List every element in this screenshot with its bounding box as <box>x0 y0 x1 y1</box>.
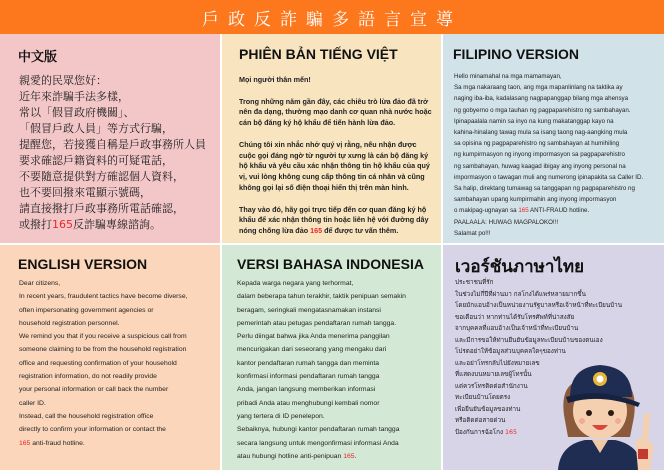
hotline-number: 165 <box>343 452 355 460</box>
text-line: Anda, jangan langsung memberikan informasi <box>237 386 376 394</box>
text-line: office and requesting confirmation of your household <box>19 359 177 367</box>
text-line: someone claiming to be from the household registration <box>19 346 187 354</box>
text-line: Hello minamahal na mga mamamayan, <box>454 73 562 80</box>
text-line <box>19 437 188 450</box>
text-line: จากบุคคลที่แอบอ้างเป็นเจ้าหน้าที่ทะเบียนบ้าน <box>455 325 579 332</box>
text-line: เพื่อยืนยันข้อมูลของท่าน <box>455 405 521 413</box>
text-line: Sa halip, direktang tumawag sa tanggapan ng pagpaparehistro ng <box>454 185 635 193</box>
text-line: pemerintah atau petugas pendaftaran rumah tangga. <box>237 319 397 327</box>
paragraph: Chúng tôi xin nhắc nhở quý vị rằng, nếu nhận được cuộc gọi đáng ngờ từ người tự xưng là cán bộ đăng ký hộ khẩu và yêu cầu xác nhận thông tin hộ khẩu của quý vị, vui lòng không cung cấp thông tin cá nhân và cũng không gọi lại số điện thoại hiển thị trên màn hình. <box>239 139 430 192</box>
text-line: 近年來詐騙手法多樣， <box>19 90 129 103</box>
text-line: Sebaiknya, hubungi kantor pendaftaran rumah tangga <box>237 426 400 434</box>
text-line: ขอเตือนว่า หากท่านได้รับโทรศัพท์ที่น่าสงสัย <box>455 313 575 321</box>
banner-title: 戶政反詐騙多語言宣導 <box>202 9 462 30</box>
text-line: secara langsung untuk mengonfirmasi informasi Anda <box>237 439 399 447</box>
text-line <box>237 450 406 463</box>
panel-title: FILIPINO VERSION <box>453 46 580 62</box>
text-line: mencurigakan dari seseorang yang mengaku dari <box>237 346 387 354</box>
text-line: โดยมักแอบอ้างเป็นหน่วยงานรัฐบาลหรือเจ้าหน้าที่ทะเบียนบ้าน <box>455 302 622 309</box>
text-line <box>19 217 206 233</box>
panel-body <box>237 277 406 463</box>
panel-title: PHIÊN BẢN TIẾNG VIỆT <box>239 46 398 62</box>
greeting: Mọi người thân mến! <box>239 75 311 84</box>
text-line: ในช่วงไม่กี่ปีที่ผ่านมา กลโกงได้แพร่หลายมากขึ้น <box>455 290 586 298</box>
text: 反詐騙專線諮詢。 <box>73 218 161 231</box>
text-line: 要求確認戶籍資料的可疑電話， <box>19 154 173 167</box>
text: atau hubungi hotline anti-penipuan <box>237 452 344 460</box>
text-line: และอย่าโทรกลับไปยังหมายเลข <box>455 359 540 367</box>
text-line: caller ID. <box>19 399 46 407</box>
panel-english <box>0 245 220 470</box>
text-line: Perlu diingat bahwa jika Anda menerima panggilan <box>237 333 390 341</box>
text-line: pribadi Anda atau menghubungi kembali nomor <box>237 399 380 407</box>
panel-body <box>19 277 188 450</box>
text-line: We remind you that if you receive a suspicious call from <box>19 333 187 341</box>
panel-title: ENGLISH VERSION <box>18 256 148 272</box>
panel-body <box>239 75 435 243</box>
text-line: registration information, do not readily provide <box>19 373 157 381</box>
text-line: your personal information or call back the number <box>19 386 169 394</box>
text-line: แต่ควรโทรติดต่อสำนักงาน <box>455 382 528 390</box>
hotline-number: 165 <box>518 207 529 215</box>
panel-thai <box>443 245 664 470</box>
hotline-number: 165 <box>505 428 518 436</box>
text-line: household registration personnel. <box>19 319 120 327</box>
text-line: kahina-hinalang tawag mula sa isang taong nag-aangking mula <box>454 129 628 137</box>
panel-title: VERSI BAHASA INDONESIA <box>237 256 424 272</box>
text-line: PAALAALA: HUWAG MAGPALOKO!!! <box>454 218 559 226</box>
text-line: ng sambahayan, huwag kaagad ibigay ang inyong personal na <box>454 162 626 170</box>
text: để được tư vấn thêm. <box>322 226 399 236</box>
hotline-number: 165 <box>52 218 73 231</box>
text-line: Salamat po!!! <box>454 229 491 237</box>
hotline-number: 165 <box>310 226 323 236</box>
text-line: 請直接撥打戶政事務所電話確認， <box>19 202 184 215</box>
panel-title: เวอร์ชันภาษาไทย <box>455 257 585 277</box>
text-line: 不要隨意提供對方確認個人資料， <box>19 170 184 183</box>
text: o makipag-ugnayan sa <box>454 207 519 215</box>
police-officer-illustration <box>540 345 660 470</box>
text-line: โปรดอย่าให้ข้อมูลส่วนบุคคลใดๆของท่าน <box>455 348 566 355</box>
text-line: dalam beberapa tahun terakhir, taktik penipuan semakin <box>237 293 406 301</box>
text-line: yang tertera di ID penelepon. <box>237 412 325 420</box>
text-line: 親愛的民眾您好： <box>19 74 107 87</box>
text-line: ที่แสดงบนหมายเลขผู้โทรนั้น <box>455 371 532 378</box>
text: Thay vào đó, hãy gọi trực tiếp đến cơ quan đăng ký hộ khẩu để xác nhận thông tin hoặc liên hệ với đường dây nóng chống lừa đảo <box>239 204 429 236</box>
panel-body <box>454 71 643 239</box>
text: anti-fraud hotline. <box>30 439 85 447</box>
text-line: Ipinapaalala namin sa inyo na kung makatanggap kayo na <box>454 117 614 125</box>
panel-body <box>19 73 206 233</box>
text-line: ng gobyerno o mga tauhan ng pagpaparehistro ng sambahayan. <box>454 106 631 114</box>
text: 或撥打 <box>19 218 52 231</box>
text-line: naging iba-iba, kadalasang nagpapanggap bilang mga ahensya <box>454 95 629 103</box>
text-line: kantor pendaftaran rumah tangga dan meminta <box>237 359 380 367</box>
text-line: Kepada warga negara yang terhormat, <box>237 280 354 287</box>
text-line: ทะเบียนบ้านโดยตรง <box>455 394 511 401</box>
text-line: konfirmasi informasi pendaftaran rumah tangga <box>237 373 380 381</box>
paragraph <box>239 205 435 237</box>
text-line: และมีการขอให้ท่านยืนยันข้อมูลทะเบียนบ้านของตนเอง <box>455 336 603 344</box>
panel-title: 中文版 <box>18 50 58 65</box>
text-line: sa opisina ng pagpaparehistro ng sambahayan at humihiling <box>454 140 620 148</box>
panel-indonesian <box>222 245 441 470</box>
text-line: 也不要回撥來電顯示號碼， <box>19 186 151 199</box>
text-line: 「假冒戶政人員」等方式行騙， <box>19 122 173 135</box>
text-line <box>454 205 643 216</box>
text-line: often impersonating government agencies or <box>19 306 154 314</box>
text-line: ng kumpirmasyon ng inyong impormasyon sa pagpaparehistro <box>454 151 625 159</box>
panel-vietnamese <box>222 34 441 243</box>
banner-header <box>0 0 664 34</box>
text-line: sambahayan upang kumpirmahin ang inyong impormasyon <box>454 196 617 204</box>
panel-chinese <box>0 34 220 243</box>
text: ป้องกันการฉ้อโกง <box>455 428 506 436</box>
paragraph: Trong những năm gần đây, các chiêu trò lừa đảo đã trở nên đa dạng, thường mạo danh cơ quan nhà nước hoặc cán bộ đăng ký hộ khẩu để tiến hành lừa đảo. <box>239 96 432 128</box>
text-line: 常以「假冒政府機關」、 <box>19 106 135 119</box>
text: . <box>354 452 357 460</box>
panel-filipino <box>443 34 664 243</box>
text-line: impormasyon o tawagan muli ang numerong ipinapakita sa Caller ID. <box>454 173 644 181</box>
text-line: 提醒您，若接獲自稱是戶政事務所人員 <box>19 138 206 151</box>
text-line: ประชาชนที่รัก <box>455 279 494 286</box>
text-line: directly to confirm your information or contact the <box>19 426 166 434</box>
text-line: หรือติดต่อสายด่วน <box>455 417 506 424</box>
text-line: Sa mga nakaraang taon, ang mga mapanlinlang na taktika ay <box>454 84 623 92</box>
text-line: In recent years, fraudulent tactics have become diverse, <box>19 293 188 301</box>
hotline-number: 165 <box>19 439 31 447</box>
text-line: Dear citizens, <box>19 280 61 287</box>
text-line: beragam, seringkali mengatasnamakan instansi <box>237 306 381 314</box>
text: ANTI-FRAUD hotline. <box>528 207 590 215</box>
text-line: Instead, call the household registration office <box>19 412 154 420</box>
